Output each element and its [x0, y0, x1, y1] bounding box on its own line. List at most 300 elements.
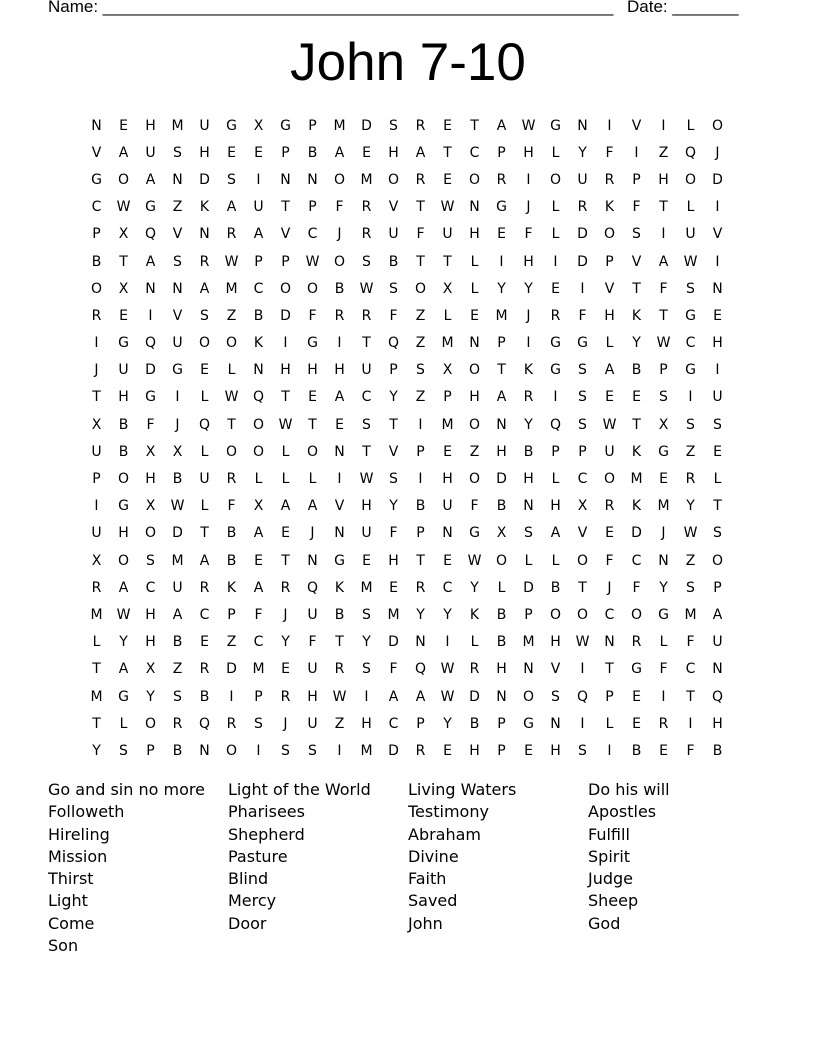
grid-letter: L	[551, 471, 560, 488]
grid-letter: P	[551, 443, 560, 460]
grid-letter: R	[334, 307, 345, 324]
grid-letter: X	[118, 280, 129, 297]
grid-letter: Q	[198, 416, 211, 433]
grid-letter: G	[145, 199, 156, 216]
grid-letter: E	[227, 144, 236, 161]
grid-letter: X	[91, 552, 102, 569]
grid-letter: I	[607, 742, 612, 759]
grid-letter: H	[442, 471, 453, 488]
grid-letter: G	[523, 715, 534, 732]
grid-letter: E	[470, 307, 479, 324]
grid-letter: R	[415, 742, 426, 759]
grid-letter: L	[470, 280, 479, 297]
grid-letter: Y	[119, 634, 128, 651]
grid-letter: E	[443, 552, 452, 569]
grid-letter: Y	[389, 389, 398, 406]
grid-letter: N	[307, 171, 318, 188]
grid-letter: G	[307, 335, 318, 352]
grid-letter: H	[280, 362, 291, 379]
grid-letter: G	[91, 171, 102, 188]
grid-letter: Z	[685, 443, 696, 460]
grid-letter: I	[256, 742, 261, 759]
grid-letter: R	[226, 471, 237, 488]
grid-letter: M	[684, 606, 697, 623]
grid-letter: I	[661, 688, 666, 705]
grid-letter: P	[578, 443, 587, 460]
grid-letter: S	[389, 280, 398, 297]
grid-letter: H	[712, 715, 723, 732]
grid-letter: L	[686, 117, 695, 134]
grid-letter: Y	[389, 498, 398, 515]
grid-letter: H	[469, 389, 480, 406]
grid-letter: V	[631, 253, 642, 270]
grid-letter: U	[307, 715, 318, 732]
grid-letter: N	[469, 335, 480, 352]
grid-letter: O	[468, 171, 481, 188]
word-item: Thirst	[48, 869, 94, 889]
grid-letter: I	[715, 199, 720, 216]
grid-letter: V	[280, 226, 291, 243]
grid-letter: K	[604, 199, 615, 216]
grid-letter: E	[443, 171, 452, 188]
grid-letter: Q	[711, 688, 724, 705]
grid-letter: M	[360, 742, 373, 759]
grid-letter: Y	[281, 634, 290, 651]
grid-letter: H	[712, 335, 723, 352]
grid-letter: Y	[416, 606, 425, 623]
grid-letter: L	[686, 199, 695, 216]
word-bank	[48, 779, 768, 957]
grid-letter: R	[415, 171, 426, 188]
grid-letter: N	[712, 661, 723, 678]
grid-letter: C	[685, 661, 696, 678]
grid-letter: K	[631, 498, 642, 515]
grid-letter: M	[171, 552, 184, 569]
grid-letter: P	[254, 688, 263, 705]
grid-letter: O	[225, 335, 238, 352]
grid-letter: A	[496, 117, 507, 134]
grid-letter: L	[605, 715, 614, 732]
grid-letter: I	[526, 171, 531, 188]
grid-letter: H	[523, 471, 534, 488]
grid-letter: B	[172, 634, 183, 651]
grid-letter: S	[254, 715, 263, 732]
grid-letter: I	[337, 471, 342, 488]
grid-letter: C	[91, 199, 102, 216]
grid-letter: N	[523, 661, 534, 678]
grid-letter: O	[603, 471, 616, 488]
grid-letter: L	[497, 579, 506, 596]
grid-letter: F	[659, 661, 668, 678]
grid-letter: N	[172, 280, 183, 297]
grid-letter: E	[551, 280, 560, 297]
grid-letter: O	[549, 171, 562, 188]
grid-letter: F	[416, 226, 425, 243]
grid-letter: I	[499, 253, 504, 270]
word-item: Go and sin no more	[48, 780, 205, 799]
grid-letter: B	[550, 579, 561, 596]
grid-letter: S	[686, 416, 695, 433]
word-item: Pasture	[228, 846, 288, 866]
grid-letter: H	[145, 117, 156, 134]
word-item: Light	[48, 891, 88, 911]
grid-letter: K	[631, 443, 642, 460]
grid-letter: E	[443, 117, 452, 134]
grid-letter: B	[334, 280, 345, 297]
grid-letter: Z	[334, 715, 345, 732]
grid-letter: X	[91, 416, 102, 433]
grid-letter: D	[145, 362, 156, 379]
grid-letter: W	[116, 606, 131, 623]
grid-letter: Q	[684, 144, 697, 161]
grid-letter: U	[307, 606, 318, 623]
grid-letter: R	[685, 471, 696, 488]
puzzle-title: John 7-10	[290, 33, 526, 92]
grid-letter: H	[550, 742, 561, 759]
grid-letter: S	[416, 362, 425, 379]
grid-letter: C	[145, 579, 156, 596]
word-item: Mission	[48, 846, 108, 866]
grid-letter: F	[659, 280, 668, 297]
grid-letter: A	[550, 525, 561, 542]
grid-letter: U	[307, 661, 318, 678]
grid-letter: H	[523, 253, 534, 270]
grid-letter: X	[658, 416, 669, 433]
grid-letter: A	[145, 253, 156, 270]
grid-letter: B	[631, 742, 642, 759]
grid-letter: N	[604, 634, 615, 651]
grid-letter: K	[469, 606, 480, 623]
grid-letter: J	[175, 416, 180, 433]
grid-letter: T	[470, 117, 479, 134]
word-item: Mercy	[228, 891, 277, 911]
grid-letter: U	[712, 634, 723, 651]
grid-letter: F	[335, 199, 344, 216]
grid-letter: S	[173, 144, 182, 161]
grid-letter: T	[92, 715, 101, 732]
grid-letter: W	[170, 498, 185, 515]
grid-letter: R	[550, 307, 561, 324]
grid-letter: E	[200, 362, 209, 379]
grid-letter: T	[362, 443, 371, 460]
grid-letter: T	[497, 362, 506, 379]
grid-letter: I	[337, 742, 342, 759]
grid-letter: R	[496, 171, 507, 188]
grid-letter: M	[657, 498, 670, 515]
grid-letter: O	[252, 443, 265, 460]
grid-letter: U	[712, 389, 723, 406]
grid-letter: S	[362, 253, 371, 270]
word-item: Followeth	[48, 802, 125, 822]
word-item: Fulfill	[588, 824, 630, 844]
grid-letter: G	[550, 117, 561, 134]
grid-letter: S	[524, 525, 533, 542]
grid-letter: W	[656, 335, 671, 352]
grid-letter: I	[94, 335, 99, 352]
grid-letter: R	[91, 579, 102, 596]
grid-letter: U	[442, 498, 453, 515]
grid-letter: I	[715, 253, 720, 270]
grid-letter: P	[416, 715, 425, 732]
grid-letter: F	[524, 226, 533, 243]
word-item: God	[588, 913, 621, 933]
grid-letter: E	[119, 307, 128, 324]
grid-letter: D	[388, 634, 399, 651]
grid-letter: X	[172, 443, 183, 460]
grid-letter: X	[442, 362, 453, 379]
grid-letter: N	[145, 280, 156, 297]
grid-letter: P	[497, 742, 506, 759]
grid-letter: I	[661, 226, 666, 243]
grid-letter: P	[281, 144, 290, 161]
grid-letter: T	[443, 253, 452, 270]
grid-letter: U	[118, 362, 129, 379]
grid-letter: M	[630, 471, 643, 488]
grid-letter: I	[715, 362, 720, 379]
grid-letter: N	[307, 552, 318, 569]
grid-letter: O	[117, 171, 130, 188]
grid-letter: D	[523, 579, 534, 596]
word-item: Living Waters	[408, 780, 517, 799]
grid-letter: L	[551, 552, 560, 569]
grid-letter: T	[659, 199, 668, 216]
grid-letter: O	[522, 688, 535, 705]
grid-letter: V	[712, 226, 723, 243]
grid-letter: I	[688, 389, 693, 406]
grid-letter: E	[119, 117, 128, 134]
grid-letter: L	[200, 443, 209, 460]
grid-letter: Y	[524, 416, 533, 433]
grid-letter: E	[497, 226, 506, 243]
grid-letter: B	[226, 525, 237, 542]
grid-letter: T	[632, 416, 641, 433]
grid-letter: K	[199, 199, 210, 216]
grid-letter: O	[468, 471, 481, 488]
grid-letter: N	[334, 443, 345, 460]
grid-letter: Y	[146, 688, 155, 705]
grid-letter: T	[389, 416, 398, 433]
grid-letter: L	[227, 362, 236, 379]
grid-letter: N	[415, 634, 426, 651]
grid-letter: S	[578, 362, 587, 379]
grid-letter: P	[416, 443, 425, 460]
grid-letter: I	[364, 688, 369, 705]
grid-letter: B	[172, 471, 183, 488]
grid-letter: X	[442, 280, 453, 297]
grid-letter: A	[118, 144, 129, 161]
grid-letter: D	[469, 688, 480, 705]
grid-letter: F	[308, 307, 317, 324]
grid-letter: W	[440, 199, 455, 216]
grid-letter: L	[551, 199, 560, 216]
grid-letter: I	[580, 715, 585, 732]
grid-letter: R	[91, 307, 102, 324]
grid-letter: Q	[144, 335, 157, 352]
grid-letter: T	[578, 579, 587, 596]
grid-letter: K	[523, 362, 534, 379]
grid-letter: X	[145, 443, 156, 460]
grid-letter: B	[334, 606, 345, 623]
grid-letter: J	[607, 579, 612, 596]
grid-letter: E	[605, 389, 614, 406]
grid-letter: G	[550, 335, 561, 352]
grid-letter: L	[713, 471, 722, 488]
word-item: Saved	[408, 891, 458, 911]
grid-letter: Q	[414, 661, 427, 678]
grid-letter: Y	[578, 144, 587, 161]
grid-letter: D	[712, 171, 723, 188]
grid-letter: N	[496, 416, 507, 433]
grid-letter: A	[172, 606, 183, 623]
grid-letter: B	[91, 253, 102, 270]
grid-letter: J	[310, 525, 315, 542]
grid-letter: B	[199, 688, 210, 705]
grid-letter: F	[254, 606, 263, 623]
grid-letter: H	[469, 742, 480, 759]
grid-letter: J	[526, 307, 531, 324]
grid-letter: O	[90, 280, 103, 297]
grid-letter: U	[91, 525, 102, 542]
grid-letter: Q	[549, 416, 562, 433]
grid-letter: Y	[470, 579, 479, 596]
word-item: Pharisees	[228, 802, 305, 822]
grid-letter: N	[550, 715, 561, 732]
grid-letter: H	[118, 389, 129, 406]
grid-letter: M	[360, 171, 373, 188]
grid-letter: T	[713, 498, 722, 515]
grid-letter: O	[225, 742, 238, 759]
grid-letter: R	[361, 307, 372, 324]
grid-letter: A	[280, 498, 291, 515]
grid-letter: Q	[387, 335, 400, 352]
grid-letter: O	[684, 171, 697, 188]
grid-letter: F	[632, 199, 641, 216]
grid-letter: S	[227, 171, 236, 188]
grid-letter: E	[713, 307, 722, 324]
grid-letter: I	[688, 715, 693, 732]
grid-letter: V	[172, 307, 183, 324]
word-item: Come	[48, 913, 95, 933]
grid-letter: M	[252, 661, 265, 678]
grid-letter: O	[144, 715, 157, 732]
grid-letter: S	[200, 307, 209, 324]
letter-grid	[83, 112, 731, 765]
grid-letter: R	[361, 226, 372, 243]
grid-letter: O	[225, 443, 238, 460]
grid-letter: G	[658, 606, 669, 623]
grid-letter: P	[659, 362, 668, 379]
grid-letter: P	[497, 335, 506, 352]
grid-letter: S	[173, 253, 182, 270]
grid-letter: P	[632, 171, 641, 188]
grid-letter: M	[90, 688, 103, 705]
grid-letter: M	[441, 335, 454, 352]
grid-letter: R	[415, 579, 426, 596]
grid-letter: T	[119, 253, 128, 270]
grid-letter: V	[550, 661, 561, 678]
grid-letter: T	[362, 335, 371, 352]
grid-letter: S	[632, 226, 641, 243]
grid-letter: P	[389, 362, 398, 379]
grid-letter: L	[524, 552, 533, 569]
grid-letter: N	[334, 525, 345, 542]
grid-letter: B	[307, 144, 318, 161]
grid-letter: G	[469, 525, 480, 542]
grid-letter: F	[146, 416, 155, 433]
grid-letter: C	[253, 634, 264, 651]
grid-letter: S	[686, 579, 695, 596]
grid-letter: G	[685, 307, 696, 324]
grid-letter: R	[631, 634, 642, 651]
grid-letter: U	[361, 362, 372, 379]
grid-letter: H	[145, 606, 156, 623]
grid-letter: Z	[415, 335, 426, 352]
grid-letter: T	[443, 144, 452, 161]
grid-letter: L	[308, 471, 317, 488]
grid-letter: P	[146, 742, 155, 759]
grid-letter: A	[334, 389, 345, 406]
grid-letter: E	[632, 389, 641, 406]
word-column	[408, 779, 588, 957]
grid-letter: R	[361, 199, 372, 216]
grid-letter: L	[659, 634, 668, 651]
grid-letter: E	[443, 742, 452, 759]
grid-letter: B	[415, 498, 426, 515]
grid-letter: F	[686, 634, 695, 651]
grid-letter: X	[253, 117, 264, 134]
grid-letter: F	[605, 144, 614, 161]
word-item: Spirit	[588, 846, 631, 866]
grid-letter: G	[577, 335, 588, 352]
grid-letter: H	[550, 498, 561, 515]
grid-letter: W	[224, 389, 239, 406]
grid-letter: U	[172, 579, 183, 596]
grid-letter: S	[389, 471, 398, 488]
grid-letter: R	[280, 579, 291, 596]
grid-letter: I	[607, 117, 612, 134]
grid-letter: K	[226, 579, 237, 596]
grid-letter: D	[577, 226, 588, 243]
grid-letter: R	[415, 117, 426, 134]
grid-letter: Y	[524, 280, 533, 297]
grid-letter: E	[389, 579, 398, 596]
grid-letter: M	[90, 606, 103, 623]
grid-letter: W	[224, 253, 239, 270]
grid-letter: E	[605, 525, 614, 542]
grid-letter: E	[713, 443, 722, 460]
grid-letter: O	[576, 606, 589, 623]
grid-letter: Z	[226, 307, 237, 324]
grid-letter: G	[631, 661, 642, 678]
grid-letter: H	[388, 144, 399, 161]
grid-letter: U	[253, 199, 264, 216]
grid-letter: E	[254, 552, 263, 569]
grid-letter: B	[118, 443, 129, 460]
grid-letter: W	[683, 525, 698, 542]
grid-letter: Y	[632, 335, 641, 352]
grid-letter: T	[227, 416, 236, 433]
grid-letter: R	[604, 171, 615, 188]
grid-letter: U	[199, 117, 210, 134]
grid-letter: H	[469, 226, 480, 243]
grid-letter: M	[387, 606, 400, 623]
grid-letter: G	[226, 117, 237, 134]
grid-letter: A	[307, 498, 318, 515]
grid-letter: P	[416, 525, 425, 542]
grid-letter: I	[526, 335, 531, 352]
grid-letter: T	[659, 307, 668, 324]
grid-letter: J	[94, 362, 99, 379]
